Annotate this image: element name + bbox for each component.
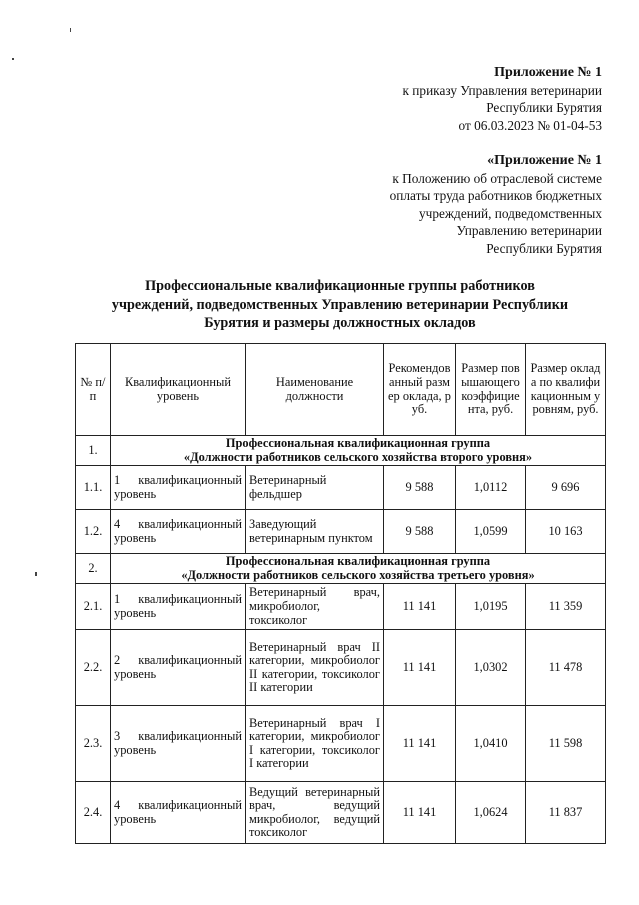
regulation-title: «Приложение № 1 (487, 153, 602, 168)
scan-speck (70, 28, 71, 32)
group-row (76, 436, 606, 466)
row-num: 1.1. (76, 466, 111, 510)
row-num: 2.2. (76, 630, 111, 706)
regulation-header (390, 152, 602, 257)
group-title-line: «Должности работников сельского хозяйства второго уровня» (183, 449, 533, 464)
row-coef: 1,0302 (456, 630, 526, 706)
group-title-line: Профессиональная квалификационная группа (225, 554, 491, 569)
row-total: 10 163 (526, 510, 606, 554)
row-coef: 1,0410 (456, 706, 526, 782)
document-title (40, 277, 639, 333)
row-num: 2.3. (76, 706, 111, 782)
document-title-line: Бурятия и размеры должностных окладов (204, 315, 476, 331)
approval-header (403, 64, 602, 134)
row-salary: 9 588 (384, 466, 456, 510)
row-level: 4 квалификационный уровень (111, 510, 246, 554)
header-level: Квалификационный уровень (111, 344, 246, 436)
row-level: 2 квалификационный уровень (111, 630, 246, 706)
row-salary: 11 141 (384, 706, 456, 782)
regulation-line: учреждений, подведомственных (418, 205, 602, 221)
approval-title: Приложение № 1 (494, 65, 602, 80)
row-salary: 11 141 (384, 630, 456, 706)
row-position: Ведущий ветеринарный врач, ведущий микробиолог, ведущий токсиколог (246, 782, 384, 844)
group-row (76, 554, 606, 584)
row-total: 11 359 (526, 584, 606, 630)
group-num: 2. (76, 554, 111, 584)
row-num: 2.4. (76, 782, 111, 844)
header-coef: Размер повышающего коэффициента, руб. (456, 344, 526, 436)
header-salary: Рекомендованный размер оклада, руб. (384, 344, 456, 436)
table-row (76, 630, 606, 706)
table-row (76, 466, 606, 510)
row-total: 9 696 (526, 466, 606, 510)
row-level: 1 квалификационный уровень (111, 466, 246, 510)
row-coef: 1,0195 (456, 584, 526, 630)
regulation-line: оплаты труда работников бюджетных (389, 188, 602, 203)
approval-line: к приказу Управления ветеринарии (402, 82, 602, 98)
document-title-line: учреждений, подведомственных Управлению ветеринарии Республики (111, 296, 569, 313)
row-salary: 11 141 (384, 782, 456, 844)
approval-line: от 06.03.2023 № 01-04-53 (458, 117, 602, 133)
row-level: 4 квалификационный уровень (111, 782, 246, 844)
row-position: Заведующий ветеринарным пунктом (246, 510, 384, 554)
row-position: Ветеринарный фельдшер (246, 466, 384, 510)
row-level: 1 квалификационный уровень (111, 584, 246, 630)
header-position: Наименование должности (246, 344, 384, 436)
row-total: 11 478 (526, 630, 606, 706)
table-row (76, 510, 606, 554)
row-coef: 1,0599 (456, 510, 526, 554)
table-row (76, 584, 606, 630)
row-num: 1.2. (76, 510, 111, 554)
row-salary: 9 588 (384, 510, 456, 554)
regulation-line: к Положению об отраслевой системе (392, 170, 602, 186)
row-num: 2.1. (76, 584, 111, 630)
table-row (76, 782, 606, 844)
group-title (111, 554, 606, 584)
regulation-line: Управлению ветеринарии (456, 223, 602, 238)
row-level: 3 квалификационный уровень (111, 706, 246, 782)
row-coef: 1,0624 (456, 782, 526, 844)
header-num: № п/п (76, 344, 111, 436)
scan-speck (35, 572, 37, 576)
group-num: 1. (76, 436, 111, 466)
document-title-line: Профессиональные квалификационные группы работников (145, 278, 535, 294)
group-title (111, 436, 606, 466)
row-salary: 11 141 (384, 584, 456, 630)
regulation-line: Республики Бурятия (486, 240, 602, 256)
row-total: 11 837 (526, 782, 606, 844)
row-total: 11 598 (526, 706, 606, 782)
group-title-line: «Должности работников сельского хозяйства третьего уровня» (181, 567, 535, 582)
table-header-row (76, 344, 606, 436)
row-position: Ветеринарный врач II категории, микробиолог II категории, токсиколог II категории (246, 630, 384, 706)
row-coef: 1,0112 (456, 466, 526, 510)
row-position: Ветеринарный врач I категории, микробиолог I категории, токсиколог I категории (246, 706, 384, 782)
approval-line: Республики Бурятия (486, 100, 602, 115)
scan-speck (12, 58, 14, 60)
row-position: Ветеринарный врач, микробиолог, токсиколог (246, 584, 384, 630)
header-salary-by-level: Размер оклада по квалификационным уровням, руб. (526, 344, 606, 436)
table-row (76, 706, 606, 782)
group-title-line: Профессиональная квалификационная группа (225, 436, 491, 450)
salary-table (75, 343, 606, 844)
